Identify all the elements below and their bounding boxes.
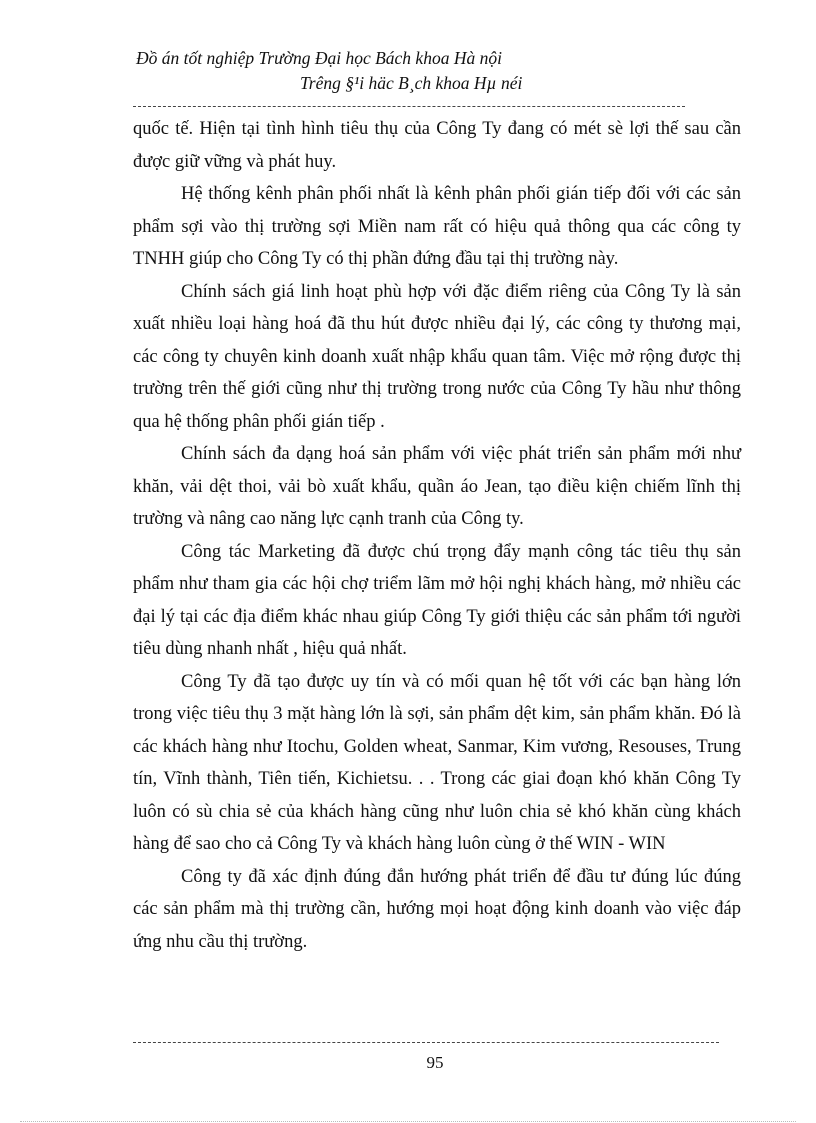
paragraph: quốc tế. Hiện tại tình hình tiêu thụ của Công Ty đang có mét sè lợi thế sau cần được giữ vững và phát huy. — [133, 119, 741, 172]
paragraph: Hệ thống kênh phân phối nhất là kênh phân phối gián tiếp đối với các sản phẩm sợi vào thị trường sợi Miền nam rất có hiệu quả thông qua các công ty TNHH giúp cho Công Ty có thị phần đứng đầu tại thị trường này. — [133, 184, 741, 269]
footer-divider — [133, 1042, 719, 1043]
header-divider — [133, 106, 685, 107]
page-edge-divider — [20, 1121, 796, 1122]
paragraph: Chính sách giá linh hoạt phù hợp với đặc điểm riêng của Công Ty là sản xuất nhiều loại hàng hoá đã thu hút được nhiều đại lý, các công ty thương mại, các công ty chuyên kinh doanh xuất nhập khẩu quan tâm. Việc mở rộng được thị trường trên thế giới cũng như thị trường trong nước của Công Ty hầu như thông qua hệ thống phân phối gián tiếp . — [133, 281, 741, 432]
header-title: Đồ án tốt nghiệp Trường Đại học Bách khoa Hà nội — [136, 48, 502, 68]
paragraph: Công ty đã xác định đúng đắn hướng phát triển để đầu tư đúng lúc đúng các sản phẩm mà thị trường cần, hướng mọi hoạt động kinh doanh vào việc đáp ứng nhu cầu thị trường. — [133, 866, 741, 952]
header-title-legacy-font: Trêng §¹i häc B¸ch khoa Hµ néi — [300, 73, 523, 93]
document-body — [133, 113, 741, 958]
paragraph: Công Ty đã tạo được uy tín và có mối quan hệ tốt với các bạn hàng lớn trong việc tiêu thụ 3 mặt hàng lớn là sợi, sản phẩm dệt kim, sản phẩm khăn. Đó là các khách hàng như Itochu, Golden wheat, Sanmar, Kim vương, Resouses, Trung tín, Vĩnh thành, Tiên tiến, Kichietsu. . . Trong các giai đoạn khó khăn Công Ty luôn có sù chia sẻ của khách hàng cũng như luôn chia sẻ khó khăn cùng khách hàng để sao cho cả Công Ty và khách hàng luôn cùng ở thế WIN - WIN — [133, 671, 741, 854]
paragraph: Chính sách đa dạng hoá sản phẩm với việc phát triển sản phẩm mới như khăn, vải dệt thoi, vải bò xuất khẩu, quần áo Jean, tạo điều kiện chiếm lĩnh thị trường và nâng cao năng lực cạnh tranh của Công ty. — [133, 444, 741, 529]
page-number: 95 — [426, 1053, 444, 1072]
paragraph: Công tác Marketing đã được chú trọng đẩy mạnh công tác tiêu thụ sản phẩm như tham gia các hội chợ triểm lãm mở hội nghị khách hàng, mở nhiều các đại lý tại các địa điểm khác nhau giúp Công Ty giới thiệu các sản phẩm tới người tiêu dùng nhanh nhất , hiệu quả nhất. — [133, 541, 741, 659]
